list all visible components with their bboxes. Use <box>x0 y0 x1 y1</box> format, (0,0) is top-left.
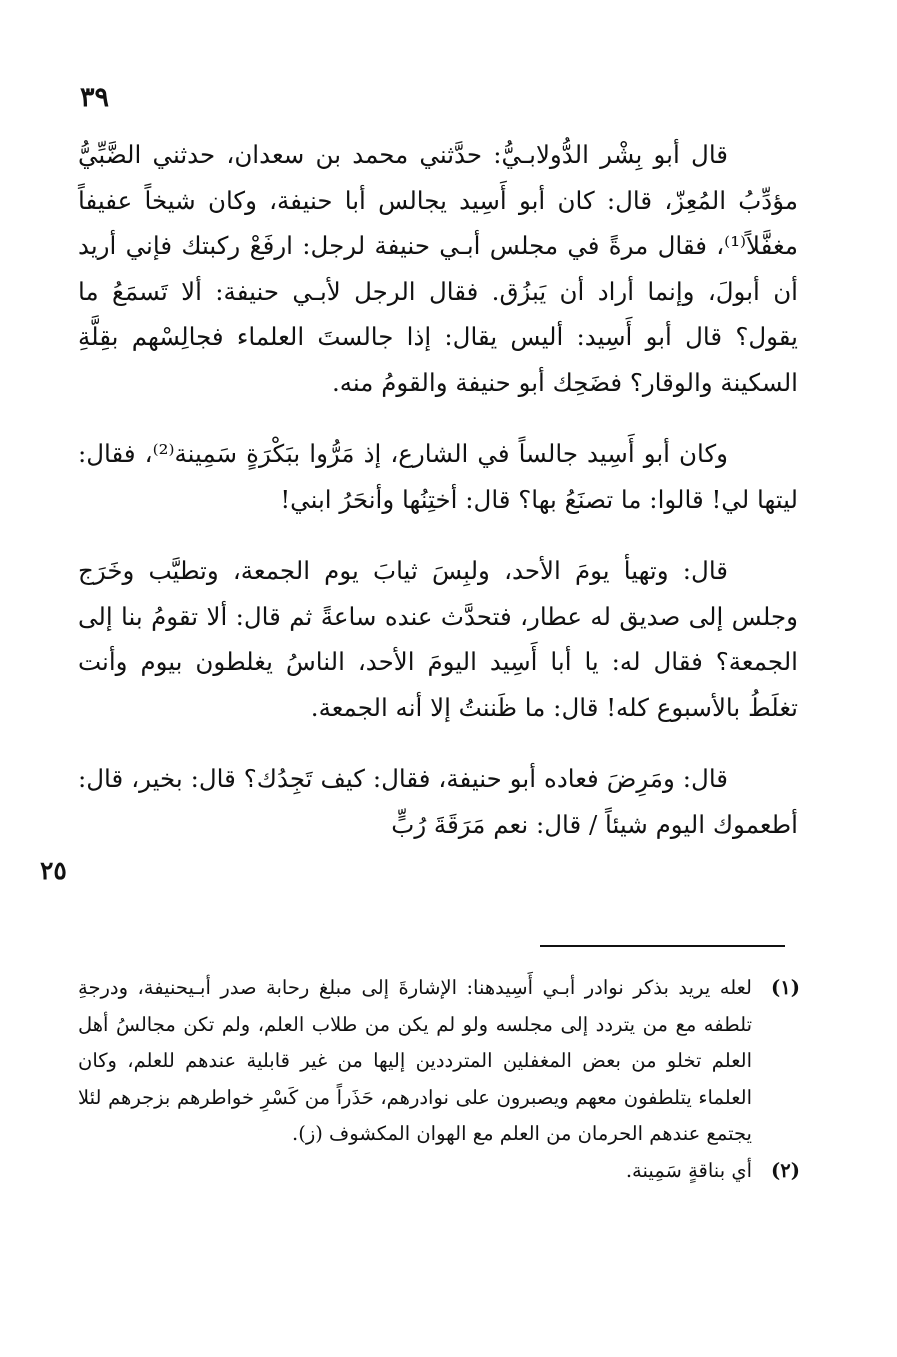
footnotes <box>78 970 800 1189</box>
footnote-1 <box>78 970 800 1153</box>
footnote-text: لعله يريد بذكر نوادر أبـي أَسِيدهنا: الإشارةَ إلى مبلغ رحابة صدر أبـيحنيفة، ودرجةِ تلطفه مع من يتردد إلى مجلسه ولو لم يكن من طلاب العلم، ولم تكن مجالسُ أهل العلم تخلو من بعض المغفلين المترددين إليها من غير قابلية عندهم للعلم، وكان العلماء يتلطفون معهم ويصبرون على نوادرهم، حَذَراً من كَسْرِ خواطرهم بزجرهم لئلا يجتمع عندهم الحرمان من العلم مع الهوان المكشوف (ز). <box>78 976 752 1145</box>
paragraph-friday-mistake: قال: وتهيأ يومَ الأحد، ولبِسَ ثيابَ يوم الجمعة، وتطيَّب وخَرَج وجلس إلى صديق له عطار، فتحدَّث عنده ساعةً ثم قال: ألا تقومُ بنا إلى الجمعة؟ فقال له: يا أبا أَسِيد اليومَ الأحد، الناسُ يغلطون بيوم وأنت تغلَطُ بالأسبوع كله! قال: ما ظَننتُ إلا أنه الجمعة. <box>78 556 798 722</box>
paragraph-illness-visit: قال: ومَرِضَ فعاده أبو حنيفة، فقال: كيف تَجِدُك؟ قال: بخير، قال: أطعموك اليوم شيئاً / قال: نعم مَرَقَةَ رُبٍّ <box>78 764 798 839</box>
margin-line-number: ٢٥ <box>40 856 67 885</box>
footnote-divider <box>540 945 785 947</box>
page-number: ٣٩ <box>80 82 110 113</box>
paragraph-street-camel: وكان أبو أَسِيد جالساً في الشارع، إذ مَرُّوا ببَكْرَةٍ سَمِينة⁽²⁾، فقال: ليتها لي! قالوا: ما تصنَعُ بها؟ قال: أختِنُها وأنحَرُ ابني! <box>78 439 798 514</box>
footnote-2 <box>78 1153 800 1190</box>
main-text <box>78 132 798 847</box>
paragraph-abu-usayd-intro: قال أبو بِشْر الدُّولابـيُّ: حدَّثني محمد بن سعدان، حدثني الضَّبِّيُّ مؤدِّبُ المُعِزّ، قال: كان أبو أَسِيد يجالس أبا حنيفة، وكان شيخاً عفيفاً مغفَّلاً⁽¹⁾، فقال مرةً في مجلس أبـي حنيفة لرجل: ارفَعْ ركبتك فإني أريد أن أبولَ، وإنما أراد أن يَبزُق. فقال الرجل لأبـي حنيفة: ألا تَسمَعُ ما يقول؟ قال أبو أَسِيد: أليس يقال: إذا جالستَ العلماء فجالِسْهم بقِلَّةِ السكينة والوقار؟ فضَحِك أبو حنيفة والقومُ منه. <box>78 140 798 397</box>
footnote-marker: (٢) <box>771 1158 800 1182</box>
footnote-text: أي بناقةٍ سَمِينة. <box>625 1158 752 1182</box>
footnote-marker: (١) <box>771 976 800 999</box>
